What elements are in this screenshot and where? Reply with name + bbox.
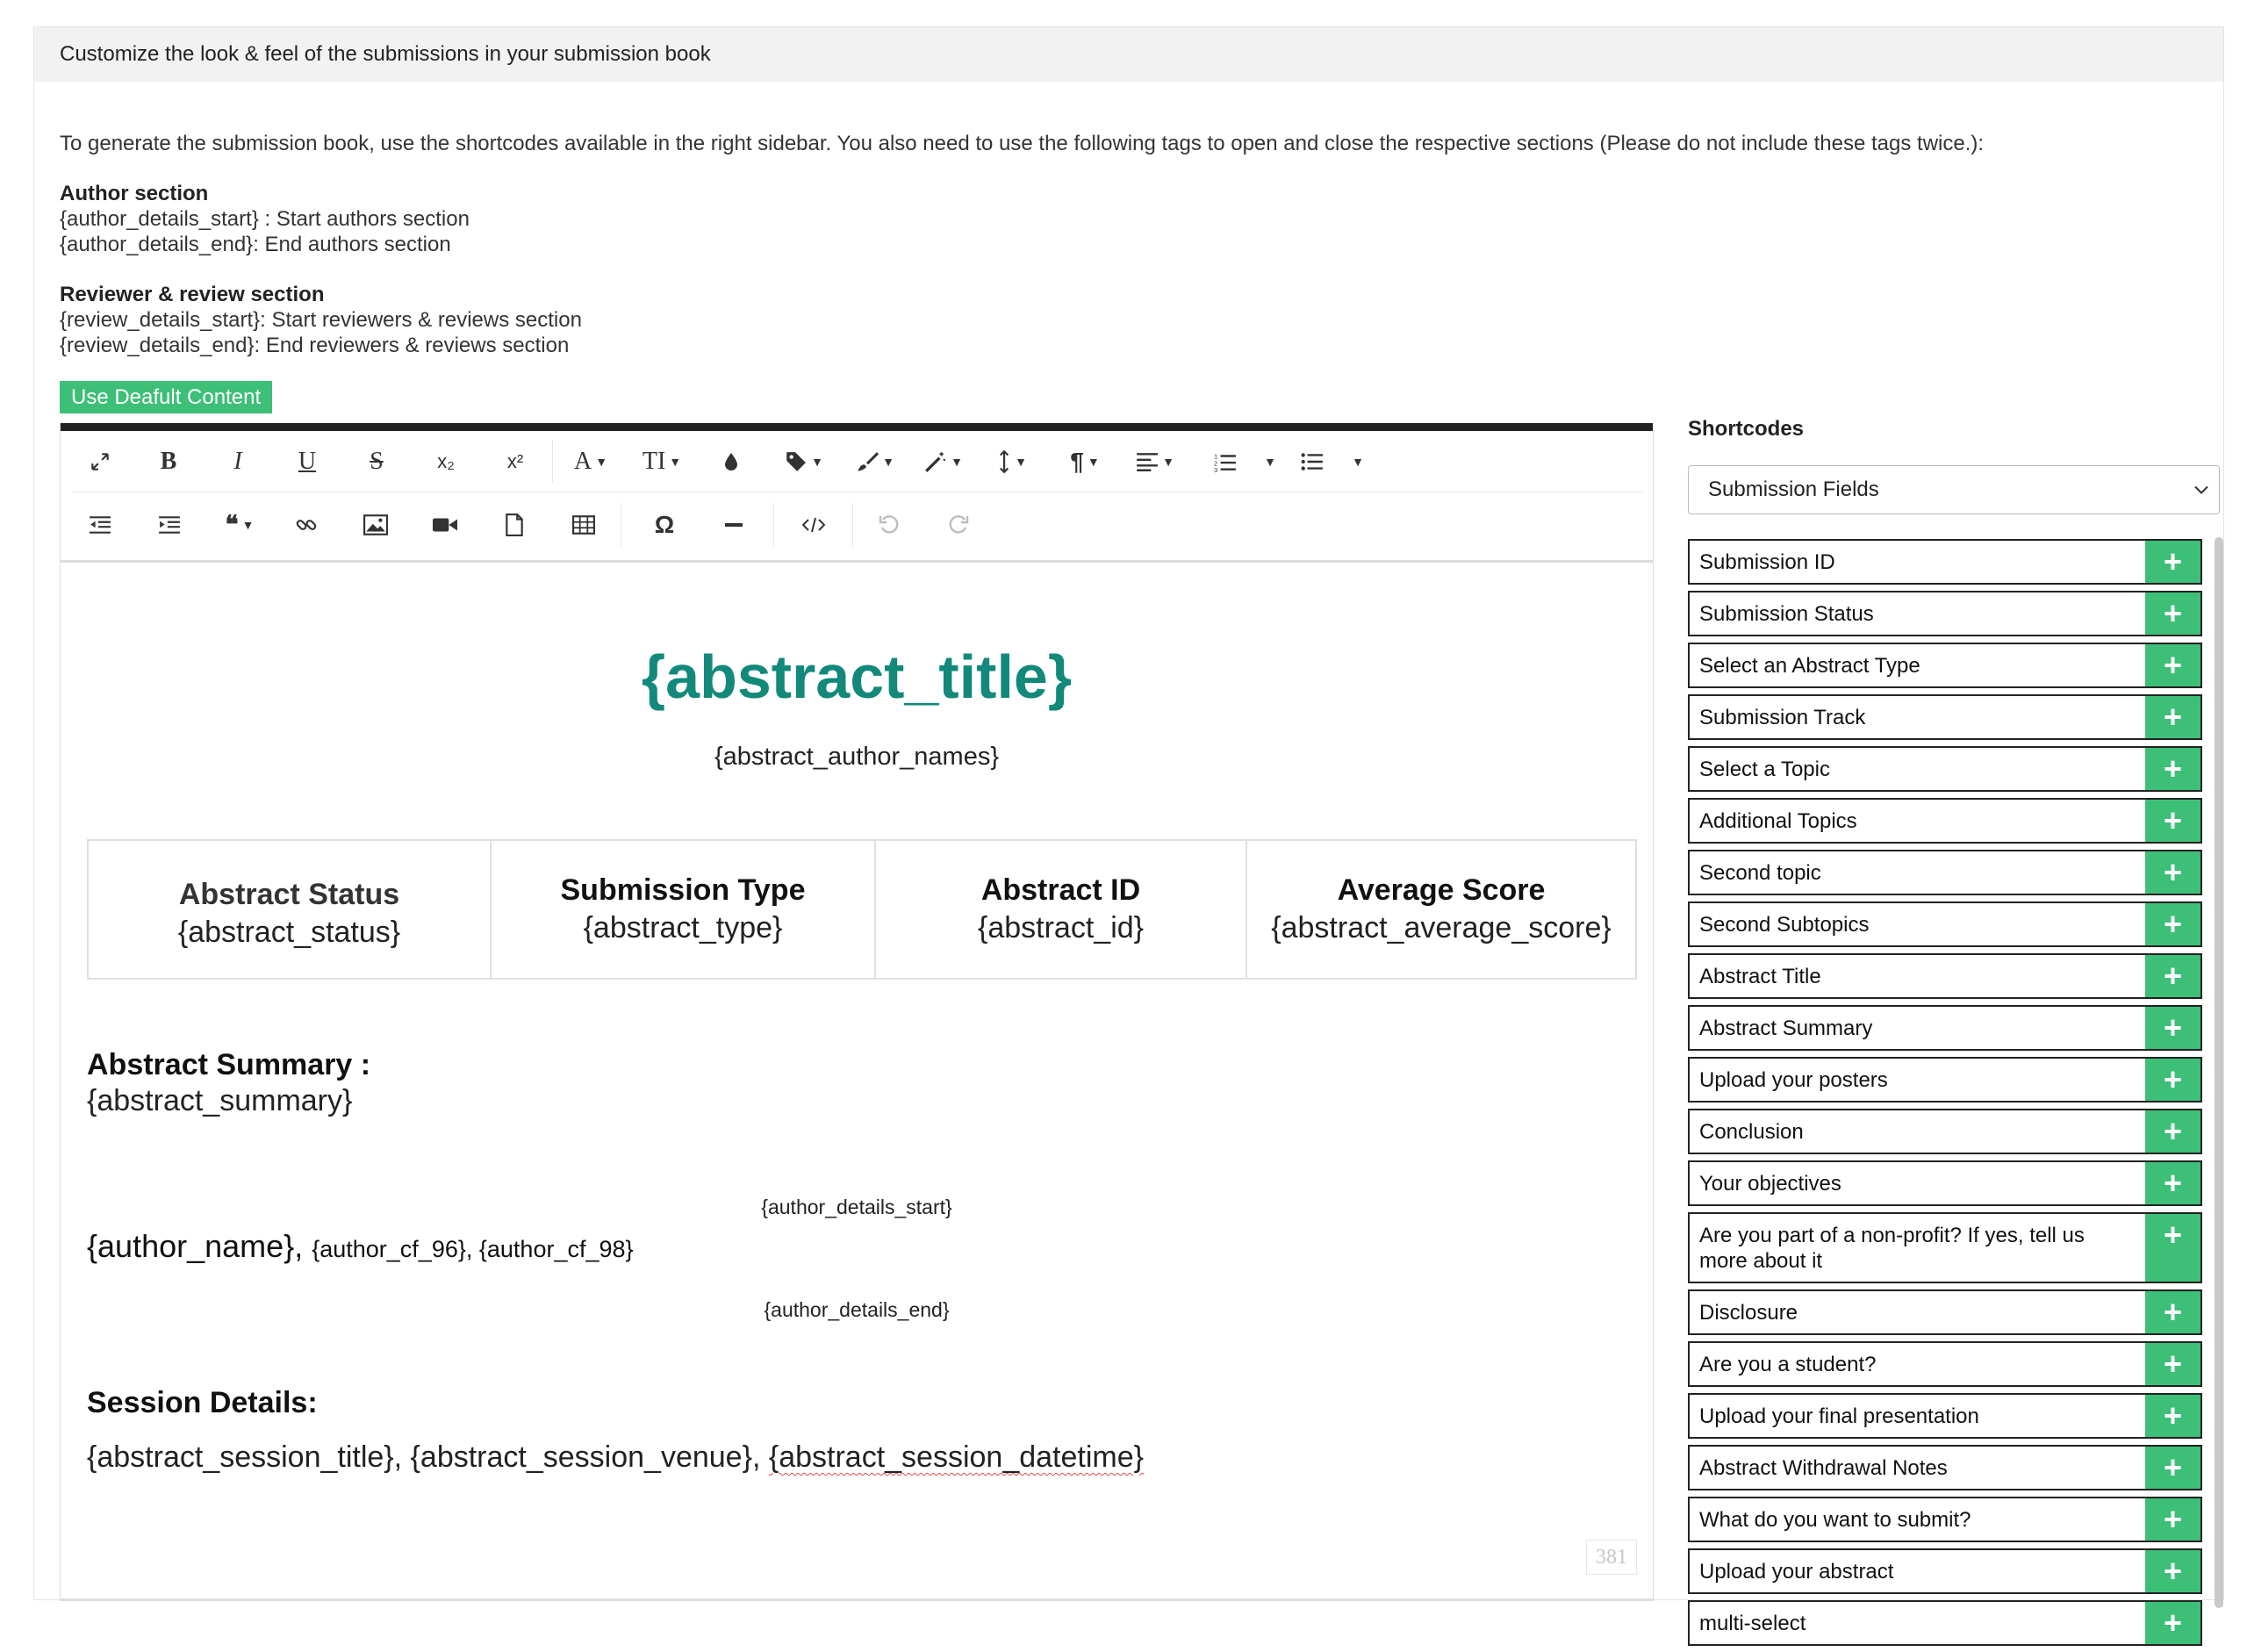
toolbar-separator	[852, 503, 853, 547]
shortcode-label: Additional Topics	[1699, 809, 1857, 833]
abstract-authors-placeholder: {abstract_author_names}	[714, 743, 1000, 771]
add-shortcode-button[interactable]: +	[2145, 1447, 2200, 1489]
unordered-list-dropdown-icon[interactable]: ▼	[1352, 454, 1364, 469]
outdent-icon[interactable]	[89, 515, 111, 535]
add-shortcode-button[interactable]: +	[2145, 644, 2200, 686]
special-char-icon[interactable]: Ω	[654, 511, 675, 538]
panel-title: Customize the look & feel of the submissions in your submission book	[60, 42, 711, 66]
shortcode-item	[1688, 1497, 2202, 1542]
magic-wand-icon[interactable]: ▼	[924, 450, 963, 473]
author-section-line2: {author_details_end}: End authors section	[60, 233, 451, 256]
table-cell	[876, 841, 1247, 978]
chevron-down-icon	[2194, 481, 2208, 499]
author-name-placeholder: {author_name},	[87, 1228, 304, 1264]
code-view-icon[interactable]	[801, 516, 826, 534]
svg-text:2: 2	[1214, 458, 1218, 467]
shortcode-item	[1688, 1548, 2202, 1594]
shortcode-list	[1688, 539, 2202, 1652]
table-cell-label: Submission Type	[560, 873, 806, 907]
table-cell	[492, 841, 876, 978]
shortcode-item	[1688, 539, 2202, 585]
undo-icon[interactable]	[879, 514, 900, 535]
add-shortcode-button[interactable]: +	[2145, 1395, 2200, 1437]
inline-class-icon[interactable]: ▼	[785, 450, 823, 473]
abstract-summary-label: Abstract Summary :	[87, 1048, 371, 1081]
session-details-label: Session Details:	[87, 1386, 318, 1419]
editor-bottom-border	[61, 1598, 1653, 1601]
shortcode-label: Second topic	[1699, 861, 1821, 885]
session-details-placeholders	[87, 1440, 1144, 1475]
shortcodes-category-select[interactable]	[1688, 465, 2220, 514]
shortcode-label: Select a Topic	[1699, 758, 1830, 781]
table-cell-label: Abstract Status	[178, 878, 400, 911]
shortcode-item	[1688, 1393, 2202, 1439]
shortcodes-title: Shortcodes	[1688, 417, 1805, 441]
add-shortcode-button[interactable]: +	[2145, 1550, 2200, 1592]
shortcode-label: Upload your posters	[1699, 1068, 1888, 1092]
abstract-summary-placeholder: {abstract_summary}	[87, 1084, 353, 1117]
toolbar-row-2	[61, 494, 1653, 556]
shortcode-item	[1688, 1289, 2202, 1335]
add-shortcode-button[interactable]: +	[2145, 541, 2200, 583]
add-shortcode-button[interactable]: +	[2145, 1291, 2200, 1333]
add-shortcode-button[interactable]: +	[2145, 1498, 2200, 1541]
shortcode-label: Upload your final presentation	[1699, 1404, 1979, 1428]
shortcode-item	[1688, 1057, 2202, 1103]
table-cell-value: {abstract_status}	[177, 916, 401, 949]
shortcode-label: Submission Status	[1699, 602, 1874, 626]
file-icon[interactable]	[505, 514, 524, 536]
font-size-glyph: TI	[642, 447, 666, 475]
shortcode-item	[1688, 1445, 2202, 1490]
table-cell-label: Abstract ID	[980, 873, 1141, 907]
svg-text:1: 1	[1214, 452, 1218, 461]
panel-header	[34, 27, 2223, 82]
intro-text	[60, 131, 1984, 358]
shortcode-item	[1688, 591, 2202, 636]
table-icon[interactable]	[572, 515, 595, 535]
shortcode-label: Abstract Withdrawal Notes	[1699, 1456, 1948, 1480]
shortcode-item	[1688, 953, 2202, 999]
session-title-venue-placeholder: {abstract_session_title}, {abstract_session_venue},	[87, 1440, 769, 1474]
add-shortcode-button[interactable]: +	[2145, 955, 2200, 997]
indent-icon[interactable]	[158, 515, 181, 535]
character-counter: 381	[1586, 1540, 1637, 1575]
shortcode-item	[1688, 746, 2202, 792]
shortcode-item	[1688, 1212, 2202, 1283]
rich-text-editor	[60, 423, 1654, 1601]
video-icon[interactable]	[433, 516, 457, 534]
shortcode-label: Are you part of a non-profit? If yes, tell us more about it	[1699, 1224, 2085, 1273]
shortcode-label: Your objectives	[1699, 1172, 1841, 1196]
author-line	[87, 1228, 634, 1265]
align-icon[interactable]: ▼	[1136, 452, 1174, 471]
line-height-icon[interactable]: ▼	[997, 449, 1027, 474]
shortcode-label: What do you want to submit?	[1699, 1508, 1971, 1532]
shortcode-item	[1688, 1600, 2202, 1646]
italic-icon[interactable]: I	[233, 447, 242, 475]
toolbar-separator	[773, 503, 774, 547]
toolbar-row-1	[71, 431, 1642, 492]
author-details-start-tag: {author_details_start}	[761, 1196, 952, 1218]
add-shortcode-button[interactable]: +	[2145, 903, 2200, 945]
add-shortcode-button[interactable]: +	[2145, 593, 2200, 635]
add-shortcode-button[interactable]: +	[2145, 800, 2200, 842]
review-section-line1: {review_details_start}: Start reviewers & reviews section	[60, 308, 582, 332]
table-cell-value: {abstract_type}	[583, 911, 783, 945]
toolbar-separator	[552, 440, 553, 483]
shortcode-label: Abstract Title	[1699, 965, 1821, 988]
shortcode-label: Select an Abstract Type	[1699, 654, 1920, 678]
add-shortcode-button[interactable]: +	[2145, 851, 2200, 894]
shortcode-item	[1688, 1109, 2202, 1154]
add-shortcode-button[interactable]: +	[2145, 1343, 2200, 1385]
ordered-list-icon[interactable]	[1214, 451, 1237, 472]
abstract-info-table	[87, 839, 1637, 980]
font-family-icon[interactable]: A ▼	[573, 447, 608, 475]
editor-top-border	[61, 423, 1653, 431]
shortcode-label: Upload your abstract	[1699, 1560, 1894, 1584]
underline-icon[interactable]: U	[298, 447, 317, 475]
shortcode-item	[1688, 901, 2202, 947]
shortcode-label: Submission ID	[1699, 550, 1835, 574]
svg-text:3: 3	[1214, 465, 1218, 474]
paragraph-format-icon[interactable]: ¶ ▼	[1070, 447, 1100, 475]
review-section-line2: {review_details_end}: End reviewers & reviews section	[60, 334, 570, 357]
table-cell-value: {abstract_id}	[977, 911, 1145, 945]
shortcode-label: Abstract Summary	[1699, 1016, 1873, 1040]
add-shortcode-button[interactable]: +	[2145, 1059, 2200, 1101]
text-color-icon[interactable]	[721, 451, 741, 472]
shortcode-label: Are you a student?	[1699, 1353, 1877, 1376]
shortcode-label: Conclusion	[1699, 1120, 1804, 1144]
add-shortcode-button[interactable]: +	[2145, 1110, 2200, 1153]
author-details-end-tag: {author_details_end}	[764, 1298, 950, 1321]
shortcode-item	[1688, 798, 2202, 844]
add-shortcode-button[interactable]: +	[2145, 696, 2200, 738]
shortcode-label: Submission Track	[1699, 706, 1866, 729]
shortcode-item	[1688, 1160, 2202, 1206]
table-cell	[1247, 841, 1635, 978]
add-shortcode-button[interactable]: +	[2145, 1162, 2200, 1204]
paint-brush-icon[interactable]: ▼	[856, 450, 894, 473]
shortcode-item	[1688, 1005, 2202, 1051]
font-size-icon[interactable]: TI ▼	[642, 447, 682, 475]
shortcode-item	[1688, 850, 2202, 895]
strikethrough-icon[interactable]: S	[370, 447, 384, 475]
shortcode-label: Second Subtopics	[1699, 913, 1870, 937]
shortcode-item	[1688, 643, 2202, 688]
quote-icon[interactable]: ❝ ▼	[225, 512, 255, 539]
select-value: Submission Fields	[1708, 478, 1879, 501]
redo-icon[interactable]	[948, 514, 969, 535]
superscript-icon[interactable]: x²	[506, 449, 524, 472]
shortcode-item	[1688, 694, 2202, 740]
bold-icon[interactable]: B	[160, 447, 177, 475]
review-section-title: Reviewer & review section	[60, 283, 325, 306]
unordered-list-icon[interactable]	[1301, 451, 1324, 472]
scrollbar[interactable]	[2215, 537, 2223, 1608]
session-datetime-placeholder: {abstract_session_datetime}	[768, 1440, 1145, 1474]
shortcode-label: Disclosure	[1699, 1301, 1798, 1325]
editor-toolbar	[61, 431, 1653, 563]
table-cell-value: {abstract_average_score}	[1271, 911, 1612, 945]
use-default-content-button[interactable]: Use Deafult Content	[60, 381, 272, 413]
table-cell	[89, 841, 492, 978]
shortcodes-sidebar	[1688, 417, 2223, 1641]
add-shortcode-button[interactable]: +	[2145, 1602, 2200, 1644]
fullscreen-icon[interactable]	[89, 450, 111, 473]
editor-document[interactable]	[61, 563, 1653, 1572]
table-cell-label: Average Score	[1337, 873, 1546, 907]
shortcode-item	[1688, 1341, 2202, 1387]
subscript-icon[interactable]: x₂	[437, 449, 455, 472]
abstract-title-placeholder: {abstract_title}	[641, 643, 1073, 711]
author-cf-placeholders: {author_cf_96}, {author_cf_98}	[312, 1236, 634, 1262]
image-icon[interactable]	[363, 514, 388, 535]
add-shortcode-button[interactable]: +	[2145, 1214, 2200, 1282]
add-shortcode-button[interactable]: +	[2145, 748, 2200, 790]
ordered-list-dropdown-icon[interactable]: ▼	[1264, 454, 1276, 469]
author-section-line1: {author_details_start} : Start authors section	[60, 207, 470, 231]
link-icon[interactable]	[295, 514, 318, 536]
shortcode-label: multi-select	[1699, 1612, 1806, 1635]
intro-paragraph: To generate the submission book, use the shortcodes available in the right sidebar. You also need to use the following tags to open and close the respective sections (Please do not include these tags twice.):	[60, 132, 1985, 155]
horizontal-line-icon[interactable]	[723, 521, 744, 528]
add-shortcode-button[interactable]: +	[2145, 1007, 2200, 1049]
font-family-glyph: A	[573, 447, 592, 475]
author-section-title: Author section	[60, 182, 209, 205]
